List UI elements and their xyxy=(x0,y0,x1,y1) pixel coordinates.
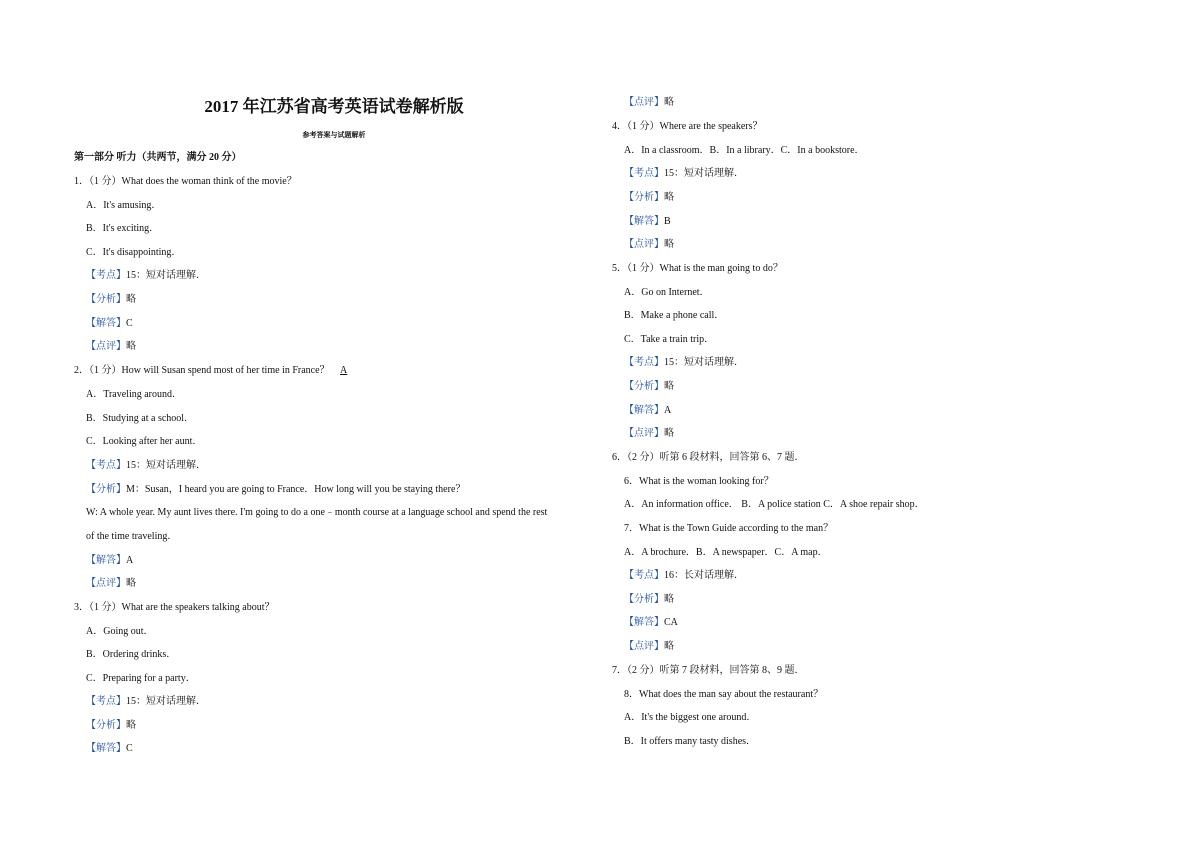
answer xyxy=(86,317,133,331)
answer xyxy=(86,554,133,568)
analysis-continued: of the time traveling． xyxy=(86,531,178,542)
knowledge-point xyxy=(86,459,206,473)
tag-label: 【分析】 xyxy=(624,192,664,203)
knowledge-point xyxy=(86,269,206,283)
tag-label: 【考点】 xyxy=(624,357,664,368)
tag-label: 【解答】 xyxy=(86,555,126,566)
option: A．In a classroom．B．In a library．C．In a bookstore． xyxy=(624,145,865,156)
option: B．Studying at a school． xyxy=(86,413,195,424)
tag-value: 略 xyxy=(126,578,136,589)
question-stem: 5．（1 分）What is the man going to do？ xyxy=(612,263,783,274)
analysis xyxy=(624,380,674,394)
comment xyxy=(624,640,674,654)
question-stem: 7．（2 分）听第 7 段材料，回答第 8、9 题． xyxy=(612,665,805,676)
analysis xyxy=(86,293,136,307)
tag-label: 【考点】 xyxy=(624,168,664,179)
tag-label: 【点评】 xyxy=(86,578,126,589)
comment xyxy=(624,238,674,252)
comment xyxy=(624,96,674,110)
option: A．Traveling around． xyxy=(86,389,183,400)
tag-label: 【点评】 xyxy=(86,341,126,352)
tag-value: 略 xyxy=(664,239,674,250)
tag-label: 【点评】 xyxy=(624,97,664,108)
sub-question: 7．What is the Town Guide according to the man？ xyxy=(624,523,834,534)
stem-text: 2．（1 分）How will Susan spend most of her time in France？ xyxy=(74,365,330,376)
comment xyxy=(86,340,136,354)
question-stem: 6．（2 分）听第 6 段材料，回答第 6、7 题． xyxy=(612,452,805,463)
option: C．It's disappointing． xyxy=(86,247,182,258)
option: B．Ordering drinks． xyxy=(86,649,177,660)
question-stem: 4．（1 分）Where are the speakers？ xyxy=(612,121,763,132)
tag-value: 16：长对话理解． xyxy=(664,570,744,581)
tag-value: 15：短对话理解． xyxy=(126,696,206,707)
answer xyxy=(86,742,133,756)
comment xyxy=(86,577,136,591)
page-subtitle: 参考答案与试题解析 xyxy=(302,131,366,139)
tag-label: 【考点】 xyxy=(86,460,126,471)
answer-blank: A xyxy=(340,365,348,376)
option: C．Preparing for a party． xyxy=(86,673,196,684)
tag-value: 略 xyxy=(664,428,674,439)
tag-value: 略 xyxy=(664,97,674,108)
tag-value: A xyxy=(664,405,672,416)
tag-value: M：Susan，I heard you are going to France．How long will you be staying there？ xyxy=(126,484,466,495)
analysis-continued: W: A whole year. My aunt lives there. I'm going to do a one﹣month course at a language school and spend the rest xyxy=(86,507,548,518)
option: B．It's exciting． xyxy=(86,223,160,234)
option: A．An information office． B．A police station C．A shoe repair shop． xyxy=(624,499,925,510)
tag-value: 略 xyxy=(126,341,136,352)
tag-value: CA xyxy=(664,617,678,628)
tag-label: 【考点】 xyxy=(86,696,126,707)
tag-label: 【解答】 xyxy=(624,617,664,628)
tag-label: 【分析】 xyxy=(86,294,126,305)
tag-value: C xyxy=(126,318,133,329)
answer xyxy=(624,616,678,630)
tag-label: 【解答】 xyxy=(624,405,664,416)
tag-value: B xyxy=(664,216,671,227)
tag-value: 15：短对话理解． xyxy=(126,460,206,471)
tag-value: 略 xyxy=(126,720,136,731)
tag-label: 【分析】 xyxy=(86,484,126,495)
analysis xyxy=(86,483,465,497)
question-stem: 3．（1 分）What are the speakers talking about？ xyxy=(74,602,275,613)
option: A．It's the biggest one around． xyxy=(624,712,757,723)
section-heading: 第一部分 听力（共两节，满分 20 分） xyxy=(74,152,242,163)
analysis xyxy=(86,719,136,733)
knowledge-point xyxy=(624,356,744,370)
tag-label: 【解答】 xyxy=(86,743,126,754)
tag-value: 略 xyxy=(664,192,674,203)
tag-label: 【分析】 xyxy=(624,594,664,605)
option: C．Looking after her aunt． xyxy=(86,436,203,447)
tag-label: 【点评】 xyxy=(624,428,664,439)
knowledge-point xyxy=(624,569,744,583)
tag-value: C xyxy=(126,743,133,754)
option: A．It's amusing． xyxy=(86,200,162,211)
sub-question: 8．What does the man say about the restaurant？ xyxy=(624,689,824,700)
option: A．Going out． xyxy=(86,626,154,637)
knowledge-point xyxy=(624,167,744,181)
tag-value: A xyxy=(126,555,134,566)
answer xyxy=(624,215,671,229)
tag-label: 【解答】 xyxy=(86,318,126,329)
option: B．It offers many tasty dishes． xyxy=(624,736,757,747)
tag-value: 15：短对话理解． xyxy=(126,270,206,281)
tag-label: 【考点】 xyxy=(624,570,664,581)
option: B．Make a phone call． xyxy=(624,310,725,321)
tag-value: 略 xyxy=(664,641,674,652)
knowledge-point xyxy=(86,695,206,709)
sub-question: 6．What is the woman looking for？ xyxy=(624,476,774,487)
tag-label: 【点评】 xyxy=(624,641,664,652)
question-stem: 1．（1 分）What does the woman think of the movie？ xyxy=(74,176,297,187)
tag-label: 【考点】 xyxy=(86,270,126,281)
comment xyxy=(624,427,674,441)
option: A．A brochure．B．A newspaper．C．A map． xyxy=(624,547,828,558)
tag-value: 15：短对话理解． xyxy=(664,168,744,179)
tag-label: 【分析】 xyxy=(624,381,664,392)
option: A．Go on Internet． xyxy=(624,287,710,298)
answer xyxy=(624,404,671,418)
tag-label: 【分析】 xyxy=(86,720,126,731)
tag-value: 略 xyxy=(126,294,136,305)
tag-value: 略 xyxy=(664,381,674,392)
analysis xyxy=(624,191,674,205)
tag-label: 【解答】 xyxy=(624,216,664,227)
page-title: 2017 年江苏省高考英语试卷解析版 xyxy=(204,97,464,116)
tag-label: 【点评】 xyxy=(624,239,664,250)
option: C．Take a train trip． xyxy=(624,334,715,345)
question-stem xyxy=(74,364,355,378)
tag-value: 略 xyxy=(664,594,674,605)
tag-value: 15：短对话理解． xyxy=(664,357,744,368)
analysis xyxy=(624,593,674,607)
